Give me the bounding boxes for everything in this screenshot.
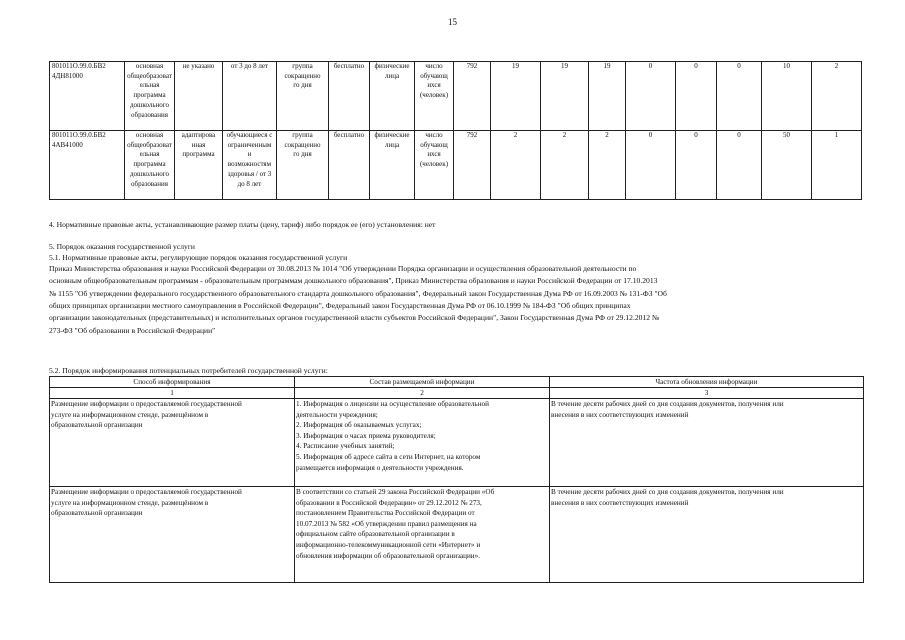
cell-col3 <box>175 62 223 131</box>
cell-col13 <box>626 131 676 200</box>
content-cell-line: официальном сайте образовательной организации в <box>296 530 455 539</box>
cell-col5-line: сокращенно <box>284 71 321 80</box>
cell-col11-line: 2 <box>562 131 567 139</box>
content-cell-line: обновления информации об образовательной организации». <box>296 551 481 560</box>
section-4-text: 4. Нормативные правовые акты, устанавливающие размер платы (цену, тариф) либо порядок ее (его) установления: нет <box>49 220 436 229</box>
cell-col7-line: лица <box>384 140 400 149</box>
section-5-title: 5. Порядок оказания государственной услуги <box>49 242 195 251</box>
method-cell <box>50 399 295 487</box>
content-cell-line: 5. Информация об адресе сайта в сети Интернет, на котором <box>296 452 481 461</box>
cell-col8-line: (человек) <box>419 91 449 100</box>
method-cell-line: услуге на информационном стенде, размещённом в <box>51 498 209 507</box>
cell-col2 <box>125 62 175 131</box>
cell-col6-line: бесплатно <box>333 131 365 139</box>
cell-col15 <box>717 62 762 131</box>
content-cell <box>295 487 550 583</box>
content-cell-line: деятельности учреждения; <box>296 410 378 419</box>
header-cell <box>50 377 295 388</box>
cell-col10-line: 19 <box>512 62 519 70</box>
frequency-cell-line: внесения в них соответствующих изменений <box>551 410 689 419</box>
cell-col16-line: 50 <box>783 131 790 139</box>
cell-col15 <box>717 131 762 200</box>
section-5-1-title: 5.1. Нормативные правовые акты, регулирующие порядок оказания государственной услуги <box>49 253 348 262</box>
cell-col17-line: 1 <box>834 131 839 139</box>
header-cell-line: Состав размещаемой информации <box>369 378 475 386</box>
registry-code-cell-line: 4ДН81000 <box>52 71 83 80</box>
cell-col16 <box>762 62 812 131</box>
cell-col2-line: основная <box>135 62 164 70</box>
content-cell <box>295 399 550 487</box>
cell-col4-line: от 3 до 8 лет <box>230 62 269 70</box>
frequency-cell-line: В течение десяти рабочих дней со дня создания документов, получения или <box>551 400 784 408</box>
table-row <box>50 131 862 200</box>
cell-col14-line: 0 <box>694 62 698 70</box>
cell-col4-line: здоровья / от 3 <box>227 169 272 178</box>
cell-col2-line: ельная <box>139 150 160 159</box>
cell-col5-line: го дня <box>293 81 312 90</box>
cell-col9-line: 792 <box>466 131 478 139</box>
cell-col15-line: 0 <box>737 131 741 139</box>
cell-col17-line: 2 <box>834 62 839 70</box>
cell-col3-line: адаптирова <box>181 131 216 139</box>
cell-col3-line: нная <box>191 140 206 149</box>
content-cell-line: В соответствии со статьей 29 закона Российской Федерации «Об <box>296 488 495 496</box>
cell-col8-line: обучающ <box>420 71 448 80</box>
page-number: 15 <box>448 17 457 27</box>
cell-col7 <box>370 62 415 131</box>
section-5-1-line: № 1155 "Об утверждении федерального государственного образовательного стандарта дошкольного образования", Федеральный закон Государственная Дума РФ от 16.09.2003 № 131-ФЗ "Об <box>49 288 667 298</box>
header-cell-line: Частота обновления информации <box>655 378 758 386</box>
cell-col10 <box>491 131 541 200</box>
cell-col4 <box>223 131 277 200</box>
cell-col2-line: дошкольного <box>129 100 170 109</box>
cell-col8-line: обучающ <box>420 140 448 149</box>
cell-col6 <box>329 62 370 131</box>
column-number-cell <box>50 388 295 399</box>
content-cell-line: 10.07.2013 № 582 «Об утверждении правил размещения на <box>296 519 477 528</box>
cell-col9 <box>454 62 491 131</box>
cell-col2 <box>125 131 175 200</box>
method-cell-line: Размещение информации о предоставляемой государственной <box>51 488 242 496</box>
cell-col12-line: 2 <box>605 131 609 139</box>
cell-col3 <box>175 131 223 200</box>
cell-col14 <box>676 131 717 200</box>
registry-code-cell <box>50 62 125 131</box>
cell-col8 <box>415 62 454 131</box>
method-cell <box>50 487 295 583</box>
table-row <box>50 399 864 487</box>
cell-col4-line: ограниченным <box>227 140 272 149</box>
frequency-cell-line: В течение десяти рабочих дней со дня создания документов, получения или <box>551 488 784 496</box>
section-5-1-line: общих принципах организации местного самоуправления в Российской Федерации", Федеральный закон Государственная Дума РФ от 06.10.1999 № 184-ФЗ "Об общих принципах <box>49 300 631 310</box>
method-cell-line: образовательной организации <box>51 421 143 430</box>
cell-col5-line: группа <box>292 62 313 70</box>
column-number-cell-line: 2 <box>420 389 424 397</box>
registry-code-cell-line: 4АВ41000 <box>52 140 83 149</box>
section-5-1-line: 273-ФЗ "Об образовании в Российской Федерации" <box>49 325 216 335</box>
registry-code-cell <box>50 131 125 200</box>
cell-col16-line: 10 <box>783 62 790 70</box>
cell-col11 <box>541 62 589 131</box>
cell-col4-line: до 8 лет <box>237 179 262 188</box>
cell-col8-line: (человек) <box>419 160 449 169</box>
cell-col5-line: го дня <box>293 150 312 159</box>
cell-col13-line: 0 <box>648 131 653 139</box>
cell-col8-line: число <box>425 131 443 139</box>
cell-col5 <box>277 131 329 200</box>
registry-code-cell-line: 801011О.99.0.БВ2 <box>52 62 106 70</box>
cell-col2-line: общеобразоват <box>127 71 172 80</box>
cell-col16 <box>762 131 812 200</box>
section-5-2-title: 5.2. Порядок информирования потенциальных потребителей государственной услуги: <box>49 366 328 375</box>
content-cell-line: образовании в Российской Федерации» от 29.12.2012 № 273, <box>296 498 482 507</box>
cell-col3-line: программа <box>182 150 215 159</box>
cell-col3-line: не указано <box>182 62 215 70</box>
content-cell-line: 4. Расписание учебных занятий; <box>296 442 395 451</box>
registry-code-cell-line: 801011О.99.0.БВ2 <box>52 131 106 139</box>
cell-col6-line: бесплатно <box>333 62 365 70</box>
cell-col5-line: сокращенно <box>284 140 321 149</box>
cell-col2-line: основная <box>135 131 164 139</box>
frequency-cell-line: внесения в них соответствующих изменений <box>551 498 689 507</box>
frequency-cell <box>550 399 864 487</box>
header-cell <box>550 377 864 388</box>
cell-col7-line: физические <box>374 131 410 139</box>
content-cell-line: информационно-телекоммуникационной сети «Интернет» и <box>296 540 481 549</box>
content-cell-line: 2. Информация об оказываемых услугах; <box>296 421 422 430</box>
indicators-table <box>49 61 862 200</box>
header-cell <box>295 377 550 388</box>
content-cell-line: 3. Информация о часах приема руководителя; <box>296 431 436 440</box>
method-cell-line: услуге на информационном стенде, размещённом в <box>51 410 209 419</box>
cell-col2-line: ельная <box>139 81 160 90</box>
cell-col17 <box>812 131 862 200</box>
cell-col11 <box>541 131 589 200</box>
cell-col4-line: возможностям <box>227 160 272 169</box>
cell-col8-line: ихся <box>427 150 441 159</box>
cell-col2-line: дошкольного <box>129 169 170 178</box>
cell-col14-line: 0 <box>694 131 698 139</box>
cell-col4-line: обучающиеся с <box>226 131 273 139</box>
content-cell-line: размещается информация о деятельности учреждения. <box>296 463 464 472</box>
header-cell-line: Способ информирования <box>133 378 211 386</box>
section-5-1-line: организации законодательных (представительных) и исполнительных органов государственной власти субъектов Российской Федерации", Закон Государственная Дума РФ от 29.12.2012 № <box>49 313 660 323</box>
cell-col4 <box>223 62 277 131</box>
cell-col2-line: программа <box>133 160 166 169</box>
cell-col8-line: ихся <box>427 81 441 90</box>
content-cell-line: постановлением Правительства Российской Федерации от <box>296 509 475 518</box>
section-5-1-line: Приказ Министерства образования и науки Российской Федерации от 30.08.2013 № 1014 "Об утверждении Порядка организации и осуществления образовательной деятельности по <box>49 264 637 273</box>
cell-col12 <box>589 131 626 200</box>
content-cell-line: 1. Информация о лицензии на осуществление образовательной <box>296 400 489 408</box>
cell-col7-line: физические <box>374 62 410 70</box>
cell-col12-line: 19 <box>603 62 611 70</box>
table-row <box>50 62 862 131</box>
table-row <box>50 487 864 583</box>
cell-col6 <box>329 131 370 200</box>
informing-table <box>49 376 864 583</box>
cell-col14 <box>676 62 717 131</box>
cell-col4-line: и <box>247 150 252 159</box>
cell-col9-line: 792 <box>466 62 478 70</box>
cell-col11-line: 19 <box>561 62 568 70</box>
cell-col9 <box>454 131 491 200</box>
cell-col2-line: образования <box>131 110 168 119</box>
column-number-cell-line: 3 <box>704 389 709 397</box>
column-number-cell-line: 1 <box>170 389 174 397</box>
column-number-cell <box>295 388 550 399</box>
cell-col13-line: 0 <box>648 62 653 70</box>
cell-col8-line: число <box>425 62 443 70</box>
column-number-cell <box>550 388 864 399</box>
method-cell-line: образовательной организации <box>51 509 143 518</box>
method-cell-line: Размещение информации о предоставляемой государственной <box>51 400 242 408</box>
cell-col5-line: группа <box>292 131 313 139</box>
cell-col2-line: программа <box>133 91 166 100</box>
cell-col7-line: лица <box>384 71 400 80</box>
cell-col12 <box>589 62 626 131</box>
cell-col7 <box>370 131 415 200</box>
cell-col2-line: общеобразоват <box>127 140 172 149</box>
section-5-1-line: основным общеобразовательным программам - образовательным программам дошкольного образования", Приказ Министерства образования и науки Российской Федерации от 17.10.2013 <box>49 276 658 286</box>
frequency-cell <box>550 487 864 583</box>
cell-col5 <box>277 62 329 131</box>
cell-col15-line: 0 <box>737 62 741 70</box>
cell-col10-line: 2 <box>513 131 518 139</box>
cell-col13 <box>626 62 676 131</box>
cell-col8 <box>415 131 454 200</box>
cell-col2-line: образования <box>131 179 168 188</box>
cell-col10 <box>491 62 541 131</box>
cell-col17 <box>812 62 862 131</box>
